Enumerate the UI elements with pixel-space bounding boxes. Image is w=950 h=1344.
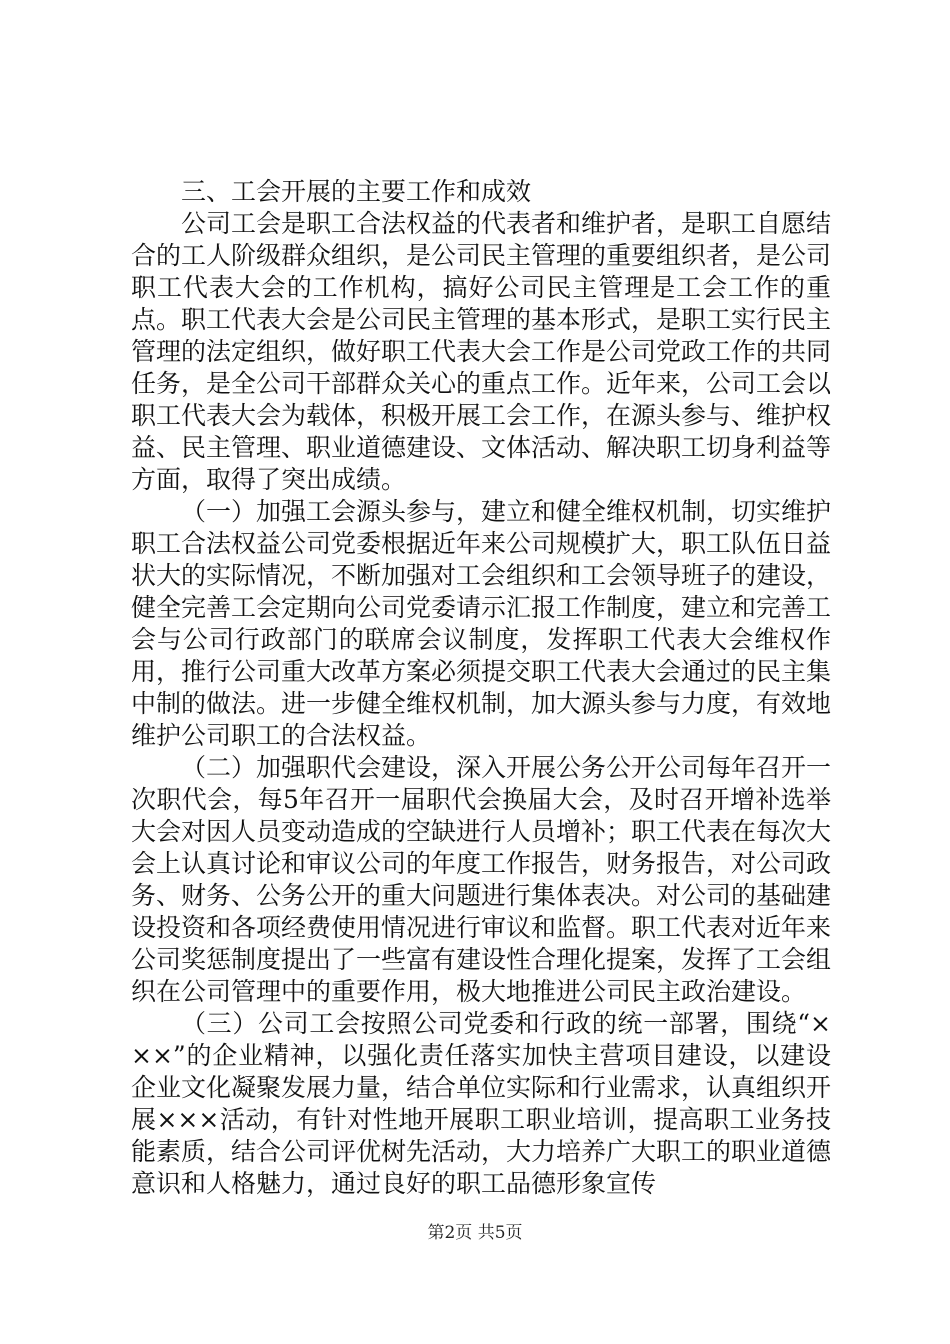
paragraph-item-2: （二）加强职代会建设，深入开展公务公开公司每年召开一次职代会，每5年召开一届职代会换届大会，及时召开增补选举大会对因人员变动造成的空缺进行人员增补；职工代表在每次大会上认真讨论和审议公司的年度工作报告，财务报告，对公司政务、财务、公务公开的重大问题进行集体表决。对公司的基础建设投资和各项经费使用情况进行审议和监督。职工代表对近年来公司奖惩制度提出了一些富有建设性合理化提案，发挥了工会组织在公司管理中的重要作用，极大地推进公司民主政治建设。 [131, 753, 832, 1006]
paragraph-item-3: （三）公司工会按照公司党委和行政的统一部署，围绕“×××”的企业精神，以强化责任落实加快主营项目建设，以建设企业文化凝聚发展力量，结合单位实际和行业需求，认真组织开展×××活动，有针对性地开展职工职业培训，提高职工业务技能素质，结合公司评优树先活动，大力培养广大职工的职业道德意识和人格魅力，通过良好的职工品德形象宣传 [131, 1009, 832, 1198]
section-heading: 三、工会开展的主要工作和成效 [181, 177, 532, 206]
document-body [131, 176, 831, 1200]
paragraph-intro: 公司工会是职工合法权益的代表者和维护者，是职工自愿结合的工人阶级群众组织，是公司民主管理的重要组织者，是公司职工代表大会的工作机构，搞好公司民主管理是工会工作的重点。职工代表大会是公司民主管理的基本形式，是职工实行民主管理的法定组织，做好职工代表大会工作是公司党政工作的共同任务，是全公司干部群众关心的重点工作。近年来，公司工会以职工代表大会为载体，积极开展工会工作，在源头参与、维护权益、民主管理、职业道德建设、文体活动、解决职工切身利益等方面，取得了突出成绩。 [131, 209, 832, 494]
page-footer: 第2页 共5页 [427, 1223, 523, 1243]
paragraph-item-1: （一）加强工会源头参与，建立和健全维权机制，切实维护职工合法权益公司党委根据近年来公司规模扩大，职工队伍日益状大的实际情况，不断加强对工会组织和工会领导班子的建设，健全完善工会定期向公司党委请示汇报工作制度，建立和完善工会与公司行政部门的联席会议制度，发挥职工代表大会维权作用，推行公司重大改革方案必须提交职工代表大会通过的民主集中制的做法。进一步健全维权机制，加大源头参与力度，有效地维护公司职工的合法权益。 [131, 497, 832, 750]
